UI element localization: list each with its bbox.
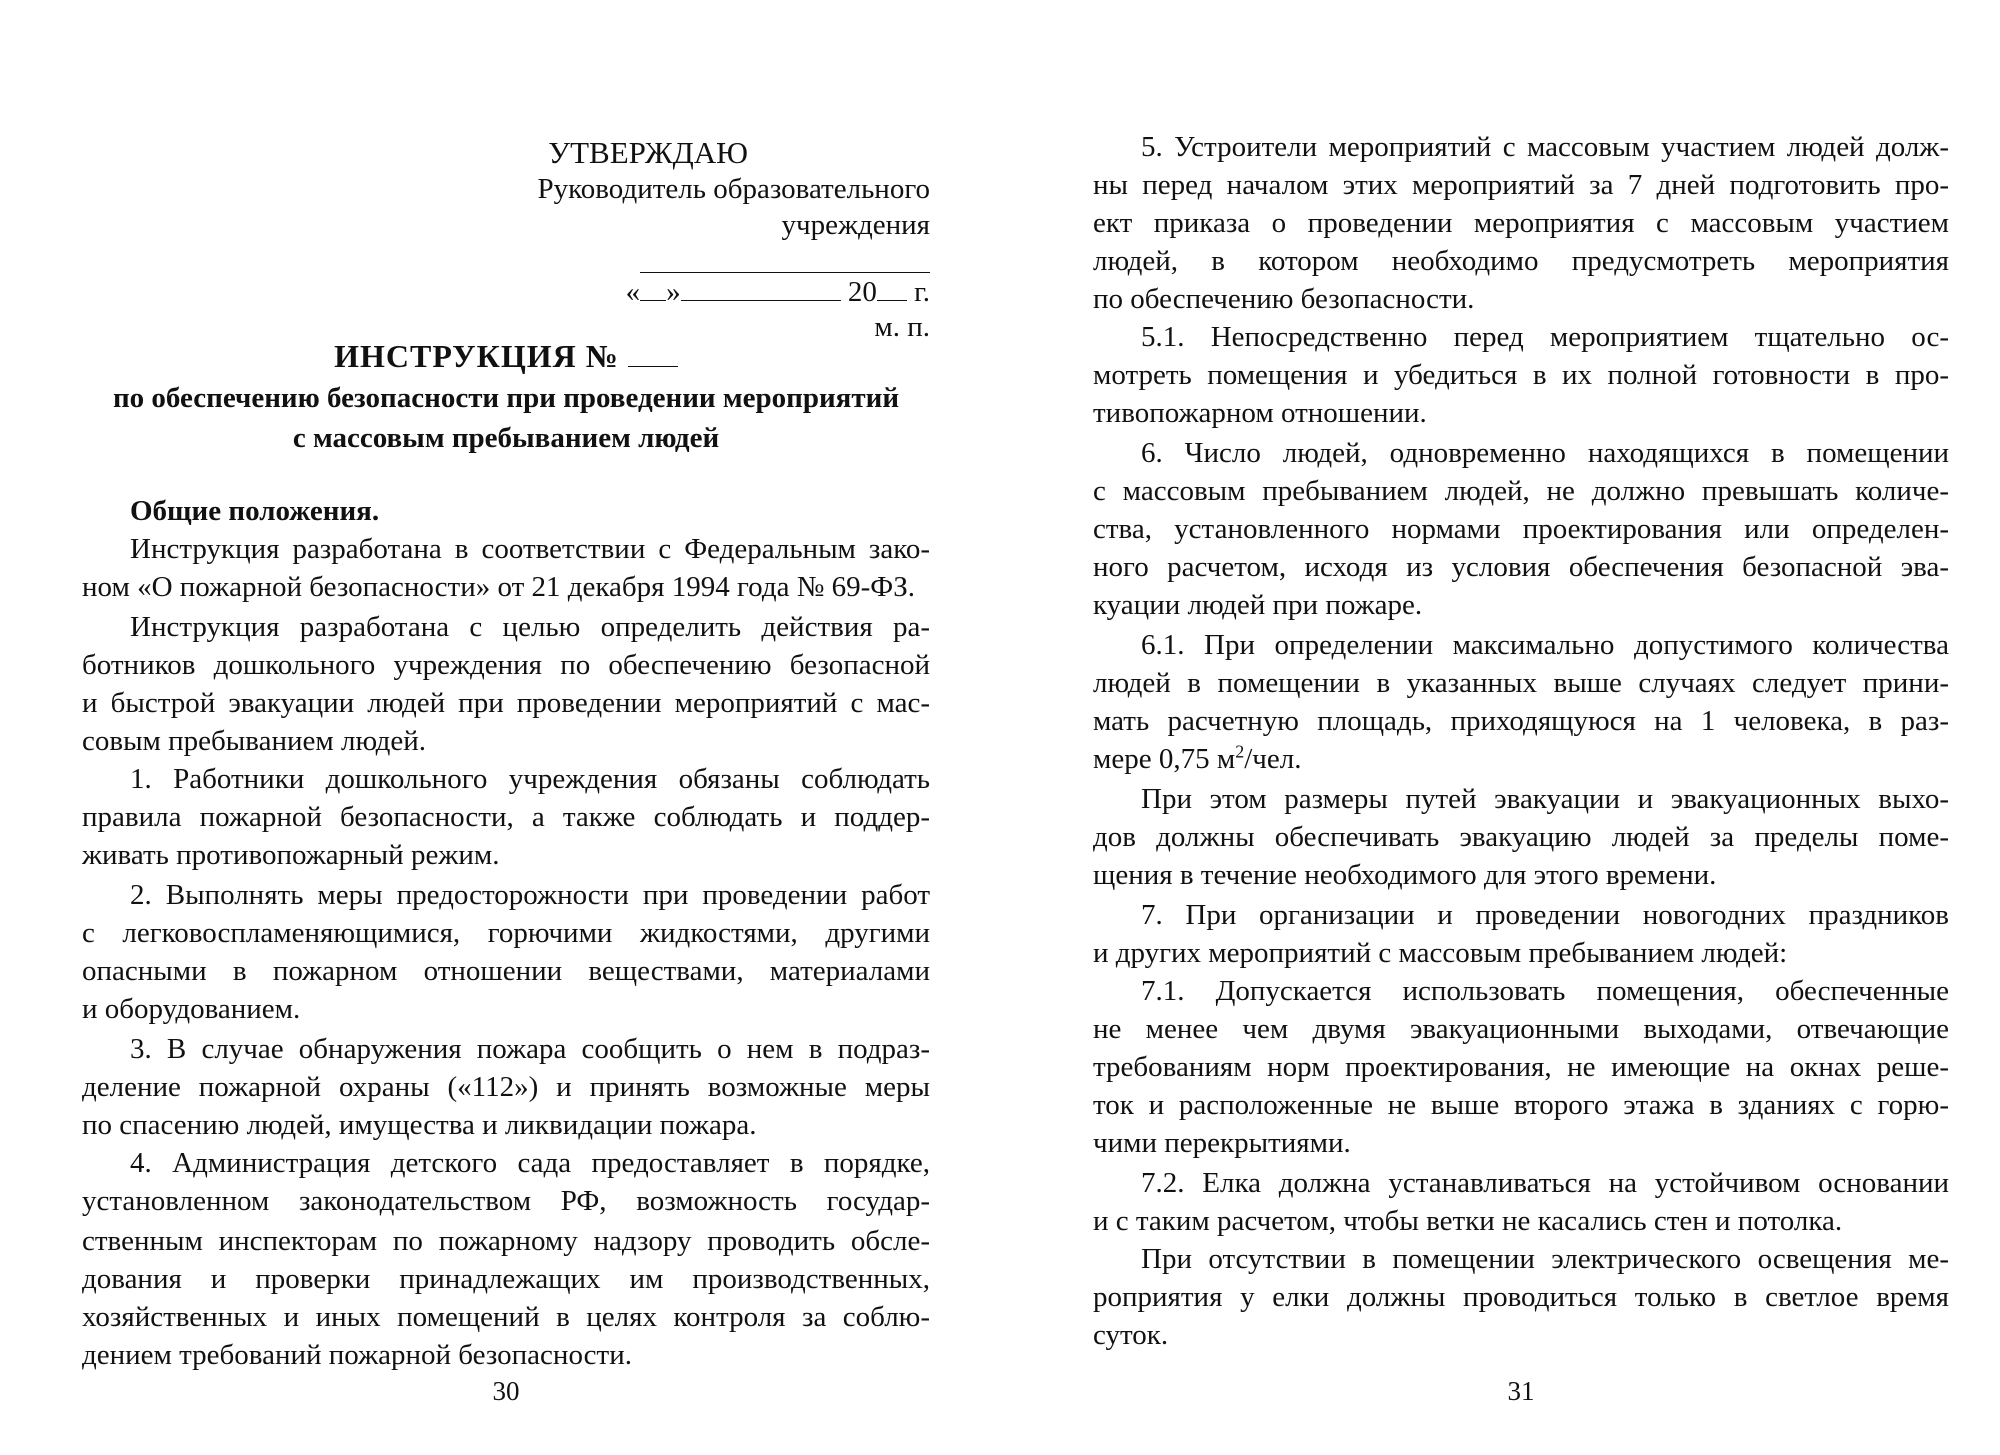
date-suffix: г.	[914, 276, 930, 308]
body-line: 6. Число людей, одновременно находящихся в помещении	[1141, 437, 1949, 469]
body-line: по обеспечению безопасности.	[1093, 283, 1475, 315]
approval-heading: УТВЕРЖДАЮ	[548, 135, 748, 170]
body-line: Инструкция разработана с целью определить действия ра-	[130, 611, 930, 643]
body-line: суток.	[1093, 1319, 1169, 1351]
body-line: 3. В случае обнаружения пожара сообщить о нем в подраз-	[130, 1033, 930, 1065]
body-line: 7. При организации и проведении новогодних праздников	[1141, 899, 1949, 931]
stamp-place: м. п.	[874, 311, 930, 343]
body-line: деление пожарной охраны («112») и принять возможные меры	[82, 1071, 930, 1103]
body-line: тивопожарном отношении.	[1093, 397, 1427, 429]
body-line: ства, установленного нормами проектирования или определен-	[1093, 513, 1949, 545]
area-line-superscript: 2	[1235, 741, 1245, 762]
section-heading: Общие положения.	[130, 495, 380, 527]
body-line: 5. Устроители мероприятий с массовым участием людей долж-	[1141, 131, 1949, 163]
body-line: мотреть помещения и убедиться в их полной готовности в про-	[1093, 359, 1949, 391]
body-line: дования и проверки принадлежащих им производственных,	[82, 1263, 930, 1295]
area-line	[1093, 740, 1949, 778]
body-line: правила пожарной безопасности, а также соблюдать и поддер-	[82, 801, 930, 833]
date-year: 20	[847, 276, 877, 308]
body-line: опасными в пожарном отношении веществами, материалами	[82, 955, 930, 987]
body-line: с легковоспламеняющимися, горючими жидкостями, другими	[82, 917, 930, 949]
day-blank	[640, 272, 666, 301]
body-line: ток и расположенные не выше второго этажа в зданиях с горю-	[1093, 1089, 1949, 1121]
instruction-title	[82, 336, 930, 376]
instruction-subtitle-line1: по обеспечению безопасности при проведении мероприятий	[112, 382, 900, 414]
instruction-number-blank	[628, 336, 678, 367]
body-line: дов должны обеспечивать эвакуацию людей за пределы поме-	[1093, 821, 1949, 853]
body-line: При отсутствии в помещении электрического освещения ме-	[1141, 1243, 1949, 1275]
instruction-title-text: ИНСТРУКЦИЯ №	[334, 338, 619, 374]
body-line: При этом размеры путей эвакуации и эвакуационных выхо-	[1141, 783, 1949, 815]
month-blank	[681, 272, 841, 301]
body-line: хозяйственных и иных помещений в целях контроля за соблю-	[82, 1301, 930, 1333]
page-number: 30	[492, 1376, 520, 1406]
body-line: 7.1. Допускается использовать помещения, обеспеченные	[1141, 975, 1949, 1007]
body-line: людей, в котором необходимо предусмотреть мероприятия	[1093, 245, 1949, 277]
approval-position-line1: Руководитель образовательного	[537, 173, 930, 205]
body-line: совым пребыванием людей.	[82, 725, 427, 757]
year-blank	[877, 272, 907, 301]
date-open-quote: «	[625, 276, 641, 308]
body-line: и оборудованием.	[82, 993, 301, 1025]
body-line: мать расчетную площадь, приходящуюся на 1 человека, в раз-	[1093, 705, 1949, 737]
body-line: с массовым пребыванием людей, не должно превышать количе-	[1093, 475, 1949, 507]
body-line: ботников дошкольного учреждения по обеспечению безопасной	[82, 649, 930, 681]
body-line: дением требований пожарной безопасности.	[82, 1339, 632, 1371]
body-line: роприятия у елки должны проводиться только в светлое время	[1093, 1281, 1949, 1313]
body-line: куации людей при пожаре.	[1093, 589, 1423, 621]
area-line-suffix: /чел.	[1244, 743, 1302, 775]
body-line: и других мероприятий с массовым пребыванием людей:	[1093, 937, 1788, 969]
body-line: 1. Работники дошкольного учреждения обязаны соблюдать	[130, 763, 930, 795]
body-line: 2. Выполнять меры предосторожности при проведении работ	[130, 879, 930, 911]
body-line: чими перекрытиями.	[1093, 1127, 1351, 1159]
date-close-quote: »	[666, 276, 681, 308]
body-line: 4. Администрация детского сада предоставляет в порядке,	[130, 1147, 930, 1179]
body-line: ственным инспекторам по пожарному надзору проводить обсле-	[82, 1225, 930, 1257]
body-line: 6.1. При определении максимально допустимого количества	[1141, 629, 1949, 661]
approval-position-line2: учреждения	[781, 209, 930, 241]
body-line: и быстрой эвакуации людей при проведении мероприятий с мас-	[82, 687, 930, 719]
body-line: 5.1. Непосредственно перед мероприятием тщательно ос-	[1141, 321, 1949, 353]
body-line: ного расчетом, исходя из условия обеспечения безопасной эва-	[1093, 551, 1949, 583]
body-line: ном «О пожарной безопасности» от 21 декабря 1994 года № 69-ФЗ.	[82, 571, 915, 603]
left-page	[82, 0, 930, 1455]
area-line-prefix: мере 0,75 м	[1093, 743, 1236, 775]
signature-blank	[640, 244, 930, 273]
body-line: Инструкция разработана в соответствии с Федеральным зако-	[130, 533, 930, 565]
right-page	[1093, 0, 1949, 1455]
body-line: щения в течение необходимого для этого времени.	[1093, 859, 1717, 891]
body-line: требованиям норм проектирования, не имеющие на окнах реше-	[1093, 1051, 1949, 1083]
body-line: и с таким расчетом, чтобы ветки не касались стен и потолка.	[1093, 1205, 1843, 1237]
approval-date-line	[626, 272, 930, 311]
body-line: 7.2. Елка должна устанавливаться на устойчивом основании	[1141, 1167, 1949, 1199]
body-line: людей в помещении в указанных выше случаях следует прини-	[1093, 667, 1949, 699]
instruction-subtitle-line2: с массовым пребыванием людей	[292, 422, 720, 454]
body-line: не менее чем двумя эвакуационными выходами, отвечающие	[1093, 1013, 1949, 1045]
body-line: установленном законодательством РФ, возможность государ-	[82, 1185, 930, 1217]
body-line: по спасению людей, имущества и ликвидации пожара.	[82, 1109, 757, 1141]
body-line: ны перед началом этих мероприятий за 7 дней подготовить про-	[1093, 169, 1949, 201]
body-line: живать противопожарный режим.	[82, 839, 500, 871]
body-line: ект приказа о проведении мероприятия с массовым участием	[1093, 207, 1949, 239]
page-number: 31	[1507, 1376, 1535, 1406]
